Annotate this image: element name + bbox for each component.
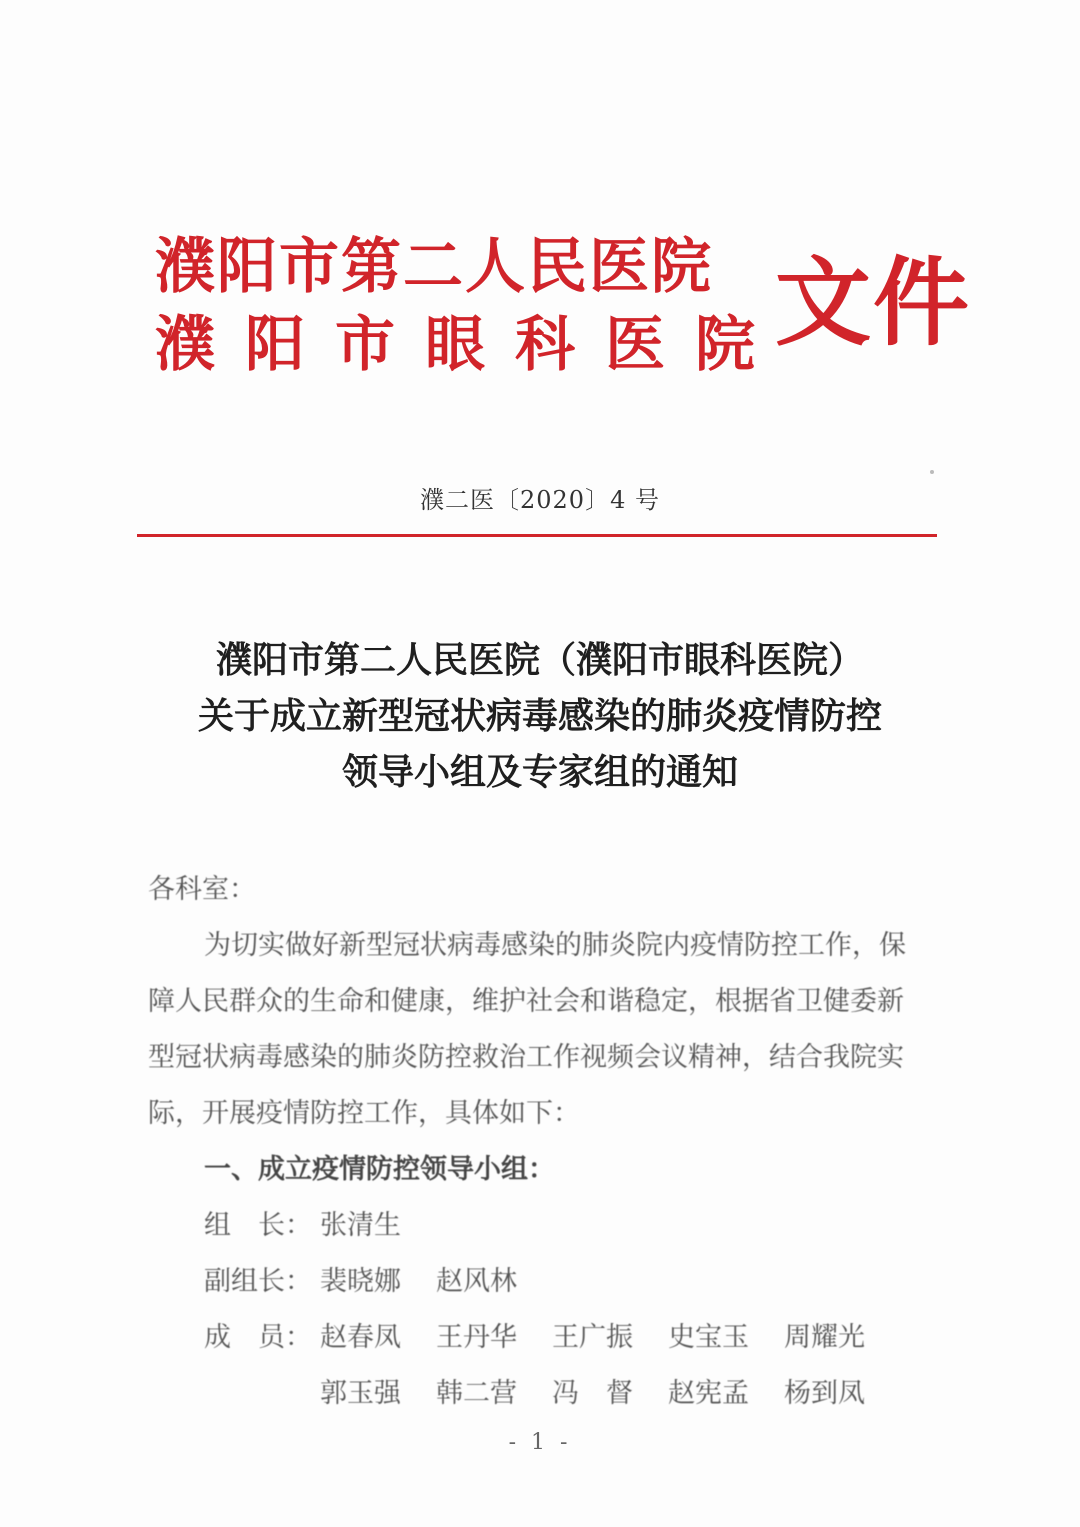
deputy-row [148, 1254, 948, 1310]
document-body [148, 862, 948, 1422]
red-masthead [155, 228, 971, 388]
paragraph-line: 型冠状病毒感染的肺炎防控救治工作视频会议精神，结合我院实 [148, 1042, 904, 1073]
member-name: 赵宪孟 [668, 1378, 749, 1409]
red-divider-line [137, 534, 937, 537]
member-name: 王广振 [552, 1322, 633, 1353]
masthead-line-2: 濮阳市眼科医院 [155, 310, 785, 380]
section-heading: 一、成立疫情防控领导小组： [204, 1154, 555, 1185]
member-name: 韩二营 [436, 1378, 517, 1409]
members-row-continued [148, 1366, 948, 1422]
deputy-name: 裴晓娜 [320, 1266, 401, 1297]
document-number: 濮二医〔2020〕4 号 [420, 486, 660, 514]
page-number: - 1 - [508, 1430, 572, 1455]
deputy-label: 副组长： [204, 1266, 312, 1297]
deputy-name: 赵风林 [436, 1266, 517, 1297]
members-label: 成 员： [204, 1322, 312, 1353]
document-title [0, 632, 1080, 800]
members-row [148, 1310, 948, 1366]
leader-name: 张清生 [320, 1210, 401, 1241]
title-line-1: 濮阳市第二人民医院（濮阳市眼科医院） [215, 639, 864, 681]
paragraph-line: 障人民群众的生命和健康，维护社会和谐稳定，根据省卫健委新 [148, 986, 904, 1017]
scan-speck [930, 470, 934, 474]
leader-label: 组 长： [204, 1210, 312, 1241]
title-line-3: 领导小组及专家组的通知 [341, 751, 738, 793]
member-name: 郭玉强 [320, 1378, 401, 1409]
leader-row [148, 1198, 948, 1254]
title-line-2: 关于成立新型冠状病毒感染的肺炎疫情防控 [197, 695, 882, 737]
member-name: 王丹华 [436, 1322, 517, 1353]
masthead-suffix: 文件 [775, 246, 971, 359]
member-name: 赵春凤 [320, 1322, 401, 1353]
member-name: 冯 督 [552, 1378, 633, 1409]
paragraph-line: 际，开展疫情防控工作，具体如下： [148, 1098, 580, 1129]
member-name: 史宝玉 [668, 1322, 749, 1353]
paragraph-line: 为切实做好新型冠状病毒感染的肺炎院内疫情防控工作，保 [204, 930, 906, 961]
member-name: 周耀光 [784, 1322, 865, 1353]
salutation: 各科室： [148, 874, 256, 905]
masthead-line-1: 濮阳市第二人民医院 [155, 232, 713, 302]
member-name: 杨到凤 [784, 1378, 865, 1409]
